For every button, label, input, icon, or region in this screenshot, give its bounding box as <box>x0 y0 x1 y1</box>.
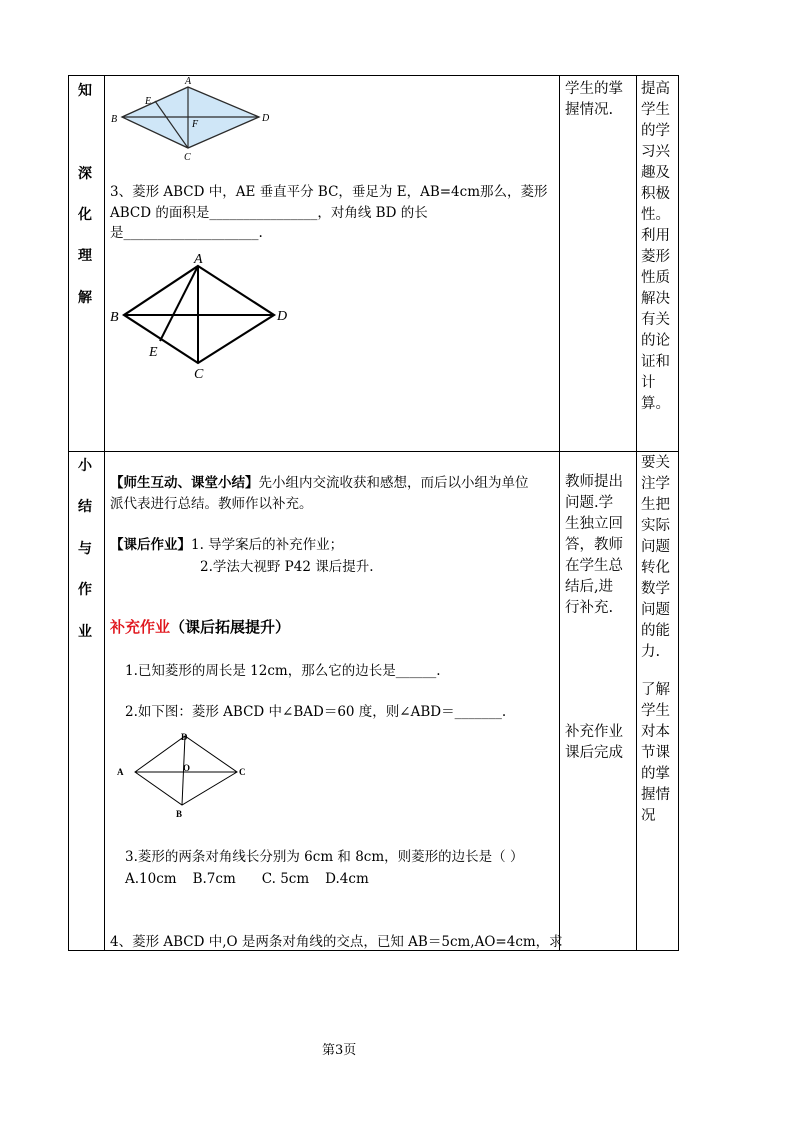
label-C: C <box>194 367 204 382</box>
label-D: D <box>262 113 270 124</box>
label-B: B <box>176 809 183 819</box>
option-b: B.7cm <box>192 871 236 887</box>
homework-item-1: 1. 导学案后的补充作业； <box>191 537 344 553</box>
label-B: B <box>110 310 119 325</box>
label-A: A <box>185 76 192 87</box>
col-divider-1 <box>104 75 105 951</box>
question-3-line-2: ABCD 的面积是________________，对角线 BD 的长 <box>110 205 428 221</box>
rhombus-2-segment-ae <box>160 266 198 341</box>
col-divider-3 <box>636 75 637 951</box>
supp-question-3: 3.菱形的两条对角线长分别为 6cm 和 8cm，则菱形的边长是（ ） <box>125 849 524 865</box>
page-number: 第3页 <box>322 1043 357 1058</box>
label-A: A <box>117 767 124 777</box>
label-A: A <box>194 252 203 267</box>
section2-label-char: 作 <box>78 582 92 598</box>
label-D: D <box>277 309 288 324</box>
table-right-border <box>678 75 679 951</box>
section2-teacher-note: 教师提出问题.学生独立回答，教师在学生总结后,进行补充. <box>565 474 623 616</box>
label-C: C <box>239 767 246 777</box>
homework-line-1 <box>110 534 343 556</box>
section2-label-char: 与 <box>78 541 92 557</box>
supplementary-title-rest: （课后拓展提升） <box>170 618 291 636</box>
homework-item-2: 2.学法大视野 P42 课后提升. <box>200 559 374 575</box>
option-a: A.10cm <box>125 871 177 887</box>
rhombus-figure-3 <box>110 728 255 823</box>
label-E: E <box>149 345 158 360</box>
summary-heading: 【师生互动、课堂小结】 <box>110 475 259 491</box>
section2-label-char: 小 <box>78 458 92 474</box>
section2-homework-note: 补充作业课后完成 <box>565 724 623 761</box>
summary-text: 先小组内交流收获和感想，而后以小组为单位 <box>258 475 529 491</box>
section2-label-char: 业 <box>78 624 92 640</box>
label-D: D <box>181 732 188 742</box>
rhombus-figure-1 <box>108 76 278 164</box>
section2-purpose-note-b: 了解学生对本节课的掌握情况 <box>641 682 670 824</box>
supp-question-2: 2.如下图：菱形 ABCD 中∠BAD＝60 度，则∠ABD＝_______. <box>125 704 507 720</box>
section1-purpose-note: 提高学生的学习兴趣及积极性。利用菱形性质解决有关的论证和计算。 <box>641 81 670 412</box>
section2-label-char: 结 <box>78 499 92 515</box>
label-C: C <box>184 152 191 163</box>
supplementary-title <box>110 616 290 638</box>
label-F: F <box>192 119 199 130</box>
label-B: B <box>111 114 118 125</box>
label-O: O <box>183 763 191 773</box>
summary-paragraph-line-1 <box>110 472 529 494</box>
section1-label-char: 知 <box>78 83 92 99</box>
table-left-border <box>68 75 69 951</box>
col-divider-2 <box>559 75 560 951</box>
supp-question-1: 1.已知菱形的周长是 12cm，那么它的边长是______. <box>125 663 441 679</box>
rhombus-figure-2 <box>106 250 296 382</box>
supplementary-title-red: 补充作业 <box>110 618 171 636</box>
section1-label-char: 化 <box>78 207 92 223</box>
supp-question-4: 4、菱形 ABCD 中,O 是两条对角线的交点，已知 AB＝5cm,AO=4cm，求 <box>110 934 563 950</box>
section1-label-char: 理 <box>78 248 92 264</box>
summary-paragraph-line-2: 派代表进行总结。教师作以补充。 <box>110 496 313 512</box>
option-d: D.4cm <box>325 871 369 887</box>
section1-student-note: 学生的掌握情况. <box>565 81 623 118</box>
label-E: E <box>145 96 152 107</box>
section1-label-char: 深 <box>78 166 92 182</box>
homework-heading: 【课后作业】 <box>110 537 191 553</box>
question-3-line-1: 3、菱形 ABCD 中，AE 垂直平分 BC，垂足为 E，AB=4cm那么，菱形 <box>110 184 548 200</box>
section1-label-char: 解 <box>78 290 92 306</box>
section2-purpose-note-a: 要关注学生把实际问题转化数学问题的能力. <box>641 455 670 660</box>
supp-question-3-options <box>125 868 369 890</box>
row-divider <box>68 451 679 452</box>
question-3-line-3: 是____________________. <box>110 225 263 241</box>
option-c: C. 5cm <box>261 871 310 887</box>
